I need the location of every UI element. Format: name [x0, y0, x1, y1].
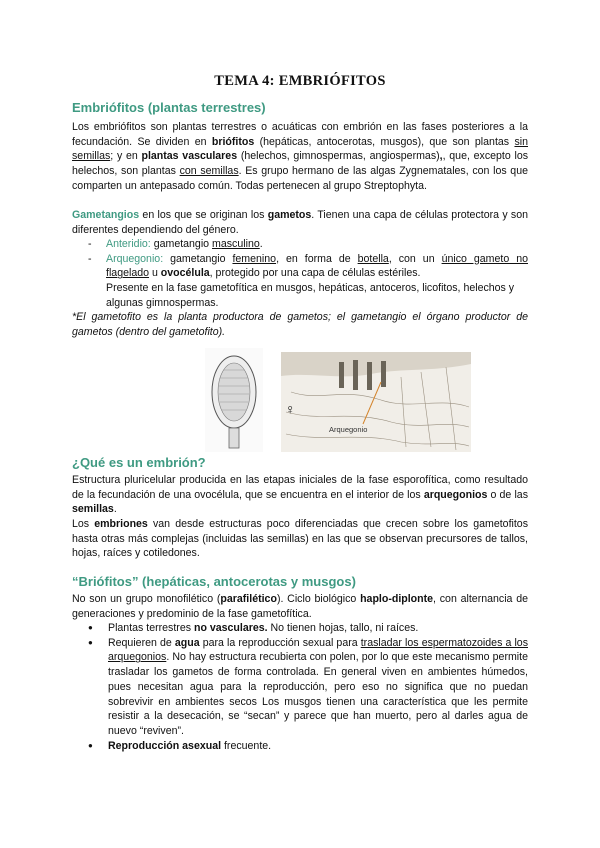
paragraph-embrion-definition: Estructura pluricelular producida en las etapas iniciales de la fase esporofítica, como resultado de la fecundación de una ovocélula, que se encuentra en el interior de los arquegonios o de las semillas.	[72, 474, 528, 516]
section-heading-embriofitos: Embriófitos (plantas terrestres)	[72, 100, 266, 115]
list-item-agua: ● Requieren de agua para la reproducción sexual para trasladar los espermatozoides a los arquegonios. No hay estructura recubierta con polen, por lo que este mecanismo permite trasladar los gametos de forma controlada. En general viven en ambientes húmedos, pues necesitan agua para la reproducción, pero eso no significa que no puedan sobrevivir en ambientes secos Los musgos tienen una característica que les permite resistir a la desecación, se “secan” y parece que han muerto, pero al darles agua de nuevo “reviven”.	[88, 636, 528, 737]
section-heading-embrion: ¿Qué es un embrión?	[72, 455, 206, 470]
paragraph-gametangios: Gametangios en los que se originan los gametos. Tienen una capa de células protectora y son diferentes dependiendo del género.	[72, 209, 529, 236]
arquegonio-illustration	[281, 352, 471, 452]
paragraph-embriones: Los embriones van desde estructuras poco diferenciadas que crecen sobre los gametofitos hasta otras más complejas (incluidas las semillas) en las que se observan precursores de tallos, hojas, raíces y cotiledones.	[72, 518, 528, 560]
paragraph-briofitos: No son un grupo monofilético (parafilético). Ciclo biológico haplo-diplonte, con alternancia de generaciones y predominio de la fase gametofítica.	[72, 593, 528, 620]
female-symbol: ♀	[285, 401, 296, 417]
figure-row	[72, 348, 528, 452]
gametofito-footnote: *El gametofito es la planta productora de gametos; el gametangio el órgano productor de gametos (dentro del gametofito).	[72, 311, 528, 338]
list-briofitos	[72, 621, 528, 753]
list-gametangios	[72, 237, 528, 311]
page-title: TEMA 4: EMBRIÓFITOS	[214, 73, 386, 89]
list-item-reproduccion-asexual: ● Reproducción asexual frecuente.	[88, 739, 272, 752]
anteridio-illustration	[205, 348, 263, 452]
arquegonio-figure-label: Arquegonio	[329, 425, 368, 434]
presence-note: Presente en la fase gametofítica en musgos, hepáticas, antoceros, licofitos, helechos y algunas gimnospermas.	[106, 282, 515, 309]
section-heading-briofitos: “Briófitos” (hepáticas, antocerotas y musgos)	[72, 574, 356, 589]
list-item-no-vasculares: ● Plantas terrestres no vasculares. No tienen hojas, tallo, ni raíces.	[88, 622, 419, 634]
list-item-anteridio: - Anteridio: gametangio masculino.	[88, 238, 263, 250]
list-item-arquegonio: - Arquegonio: gametangio femenino, en forma de botella, con un único gameto no flagelado u ovocélula, protegido por una capa de células estériles.	[88, 252, 528, 280]
paragraph-embriofitos: Los embriófitos son plantas terrestres o acuáticas con embrión en las fases posteriores a la fecundación. Se dividen en briófitos (hepáticas, antocerotas, musgos), que son plantas sin semillas; y en plantas vasculares (helechos, gimnospermas, angiospermas),, que, excepto los helechos, son plantas con semillas. Es grupo hermano de las algas Zygnematales, con los que comparten un antepasado común. Todas pertenecen al grupo Streptophyta.	[72, 121, 529, 192]
